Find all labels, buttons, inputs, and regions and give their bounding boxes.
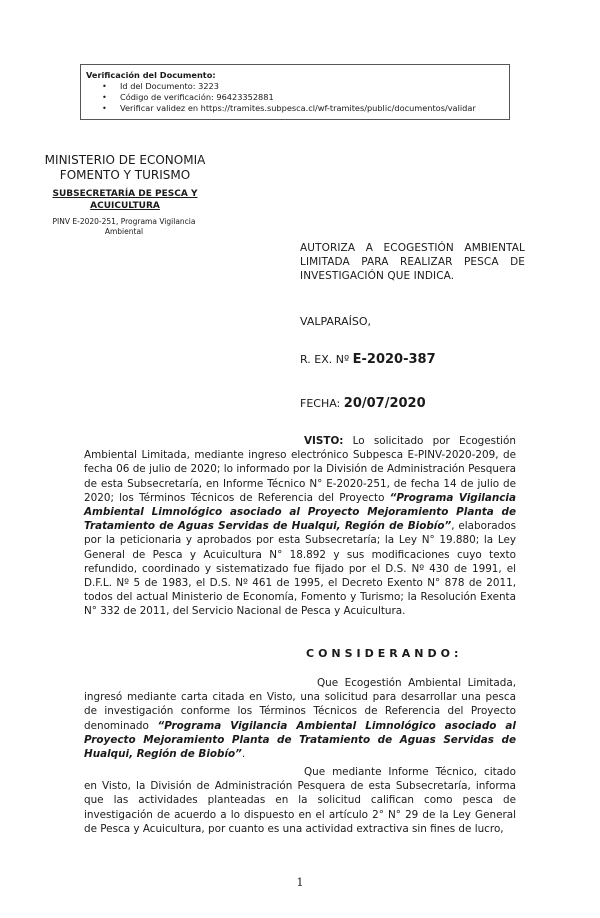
document-summary: AUTORIZA A ECOGESTIÓN AMBIENTAL LIMITADA PARA REALIZAR PESCA DE INVESTIGACIÓN QUE INDICA. [300, 242, 525, 282]
visto-label: VISTO: [304, 435, 344, 447]
ministry-line-1: MINISTERIO DE ECONOMIA [44, 153, 206, 167]
para1-text-a: Que Ecogestión Ambiental Limitada, ingresó mediante carta citada en Visto, una solicitud para desarrollar una pesca de investigación conforme los Términos Técnicos de Referencia del Proyecto denominado [84, 677, 516, 732]
resolution-number [300, 352, 436, 367]
visto-project: “Programa Vigilancia Ambiental Limnológico asociado al Proyecto Mejoramiento Planta de Tratamiento de Aguas Servidas de Hualqui, Región de Biobío” [84, 491, 516, 533]
visto-text-b: , elaborados por la peticionaria y aprobados por esta Subsecretaría; la Ley N° 19.880; la Ley General de Pesca y Acuicultura N° 18.892 y sus modificaciones cuyo texto refundido, coordinado y sistematizado fue fijado por el D.S. Nº 430 de 1991, el D.F.L. Nº 5 de 1983, el D.S. Nº 461 de 1995, el Decreto Exento N° 878 de 2011, todos del actual Ministerio de Economía, Fomento y Turismo; la Resolución Exenta N° 332 de 2011, del Servicio Nacional de Pesca y Acuicultura. [84, 520, 516, 618]
para2-text: Que mediante Informe Técnico, citado en Visto, la División de Administración Pesquera de esta Subsecretaría, informa que las actividades planteadas en la solicitud califican como pesca de investigación de acuerdo a lo dispuesto en el artículo 2° N° 29 de la Ley General de Pesca y Acuicultura, por cuanto es una actividad extractiva sin fines de lucro, [84, 766, 516, 835]
resolution-label: R. EX. Nº [300, 353, 350, 366]
visto-text-a: Lo solicitado por Ecogestión Ambiental Limitada, mediante ingreso electrónico Subpesca E-PINV-2020-209, de fecha 06 de julio de 2020; lo informado por la División de Administración Pesquera de esta Subsecretaría, en Informe Técnico N° E-2020-251, de fecha 14 de julio de 2020; los Términos Técnicos de Referencia del Proyecto [84, 435, 516, 504]
para1-project: “Programa Vigilancia Ambiental Limnológico asociado al Proyecto Mejoramiento Planta de Tratamiento de Aguas Servidas de Hualqui, Región de Biobío” [84, 719, 516, 761]
resolution-date [300, 396, 426, 411]
date-label: FECHA: [300, 397, 341, 410]
reference-code: PINV E-2020-251, Programa Vigilancia Ambiental [52, 217, 196, 236]
ministry-name [32, 153, 218, 183]
verification-title: Verificación del Documento: [86, 70, 216, 80]
verification-url[interactable]: • Verificar validez en https://tramites.subpesca.cl/wf-tramites/public/documentos/validar [120, 103, 503, 114]
date-value: 20/07/2020 [343, 396, 426, 411]
verification-doc-id: • Id del Documento: 3223 [120, 81, 503, 92]
subsecretaria-name: SUBSECRETARÍA DE PESCA Y ACUICULTURA [52, 189, 198, 211]
verification-code: • Código de verificación: 96423352881 [120, 92, 503, 103]
resolution-value: E-2020-387 [352, 352, 436, 367]
page-number: 1 [296, 876, 304, 889]
place: VALPARAÍSO, [300, 315, 372, 328]
considerando-paragraph-2 [84, 765, 516, 836]
considerando-paragraph-1 [84, 676, 516, 761]
para1-text-b: . [241, 748, 246, 761]
verification-list [86, 81, 503, 114]
ministry-line-2: FOMENTO Y TURISMO [59, 168, 191, 182]
visto-paragraph [84, 434, 516, 619]
considerando-heading: CONSIDERANDO: [306, 647, 463, 660]
verification-box [80, 64, 510, 120]
